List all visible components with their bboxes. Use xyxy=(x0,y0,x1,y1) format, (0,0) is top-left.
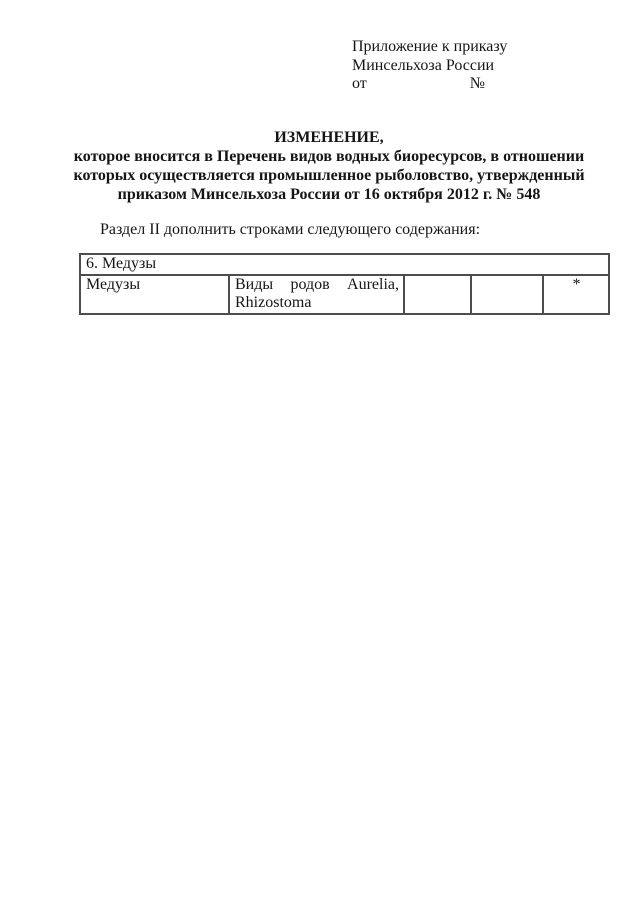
title-line-4: приказом Минсельхоза России от 16 октября 2012 г. № 548 xyxy=(117,186,541,203)
species-line-1: Виды родов Aurelia, xyxy=(235,276,399,293)
appendix-line-1: Приложение к приказу xyxy=(352,38,508,55)
table-row xyxy=(80,275,609,314)
appendix-number-sign: № xyxy=(469,75,486,92)
section-instruction-paragraph: Раздел II дополнить строками следующего содержания: xyxy=(100,221,481,238)
title-line-1: ИЗМЕНЕНИЕ, xyxy=(274,129,384,146)
cell-empty-2 xyxy=(471,275,543,314)
amendment-table xyxy=(79,253,610,315)
appendix-line-3 xyxy=(352,75,552,94)
appendix-reference-block xyxy=(352,38,552,94)
section-row-label: 6. Медузы xyxy=(80,254,609,275)
title-line-2: которое вносится в Перечень видов водных биоресурсов, в отношении xyxy=(73,148,585,165)
cell-species xyxy=(229,275,404,314)
table-section-row xyxy=(80,254,609,275)
species-line-2: Rhizostoma xyxy=(235,294,312,311)
appendix-line-2: Минсельхоза России xyxy=(352,56,495,74)
document-title xyxy=(40,128,618,204)
cell-note-asterisk: * xyxy=(543,275,609,314)
cell-resource-name: Медузы xyxy=(80,275,229,314)
title-line-3: которых осуществляется промышленное рыболовство, утвержденный xyxy=(73,167,585,184)
cell-empty-1 xyxy=(404,275,471,314)
appendix-from-label: от xyxy=(352,75,367,92)
